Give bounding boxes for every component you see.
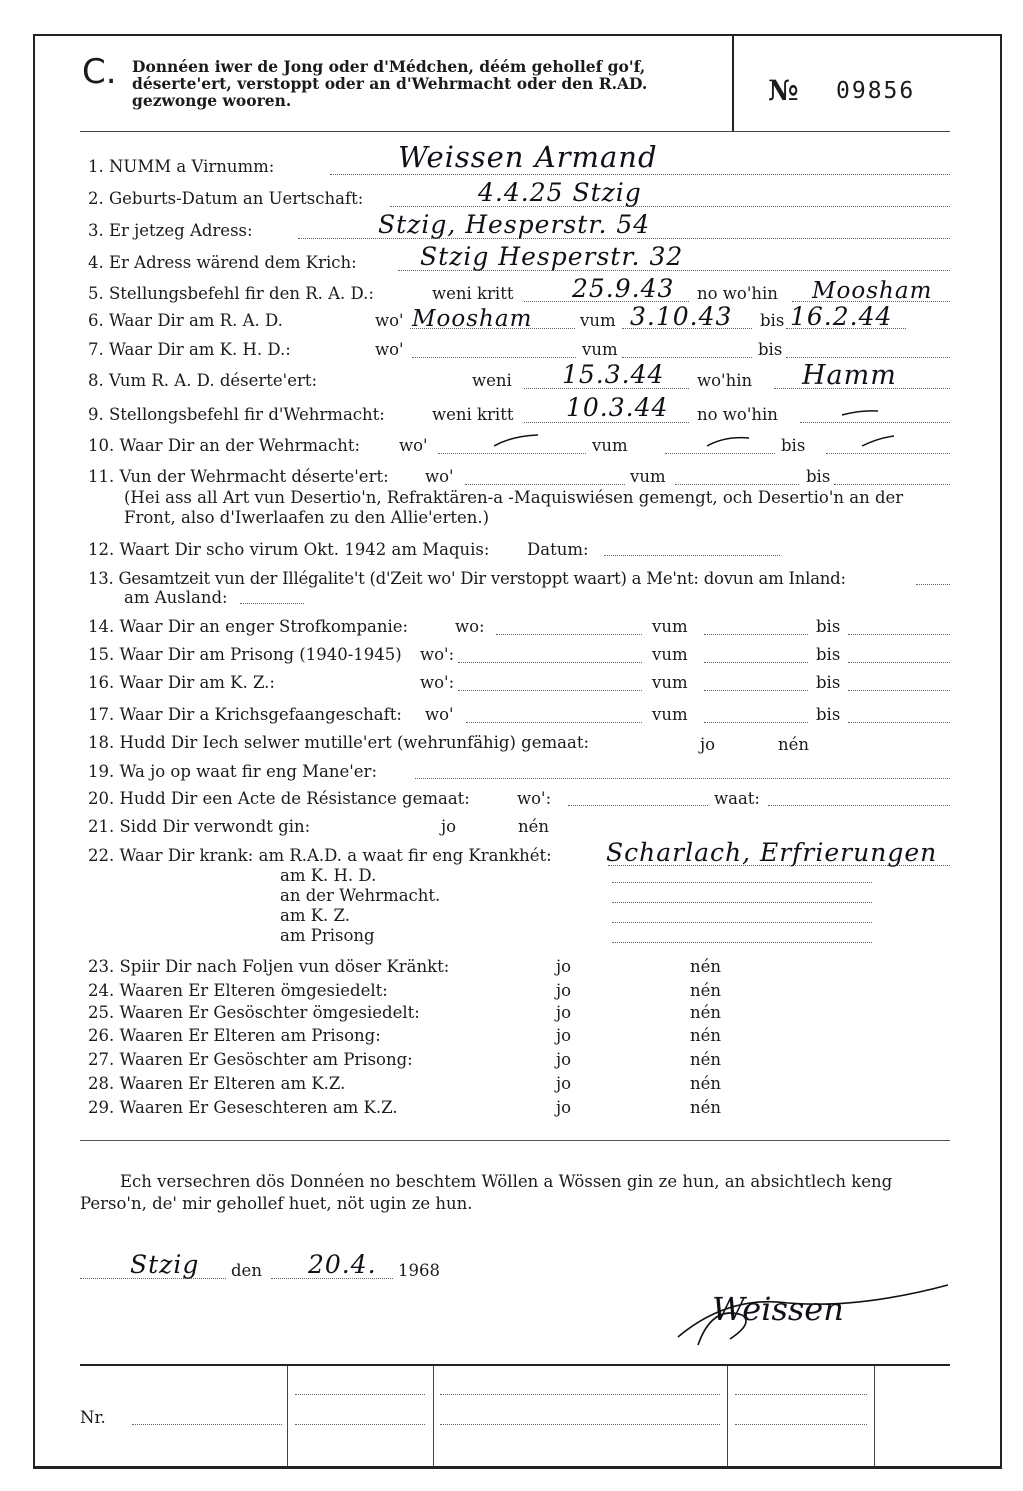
item-22-khd-field[interactable] bbox=[612, 882, 872, 883]
item-2-label: 2. Geburts-Datum an Uertschaft: bbox=[88, 189, 364, 208]
name-handwritten: Weissen Armand bbox=[398, 140, 658, 174]
item-20-what-field[interactable] bbox=[768, 805, 950, 806]
item-17-from-field[interactable] bbox=[704, 722, 808, 723]
item-27-label: 27. Waaren Er Gesöschter am Prisong: bbox=[88, 1050, 413, 1069]
item-10-to-field[interactable] bbox=[826, 453, 950, 454]
item-12-date-field[interactable] bbox=[604, 555, 780, 556]
item-11-vum: vum bbox=[630, 467, 666, 486]
item-14-from-field[interactable] bbox=[704, 634, 808, 635]
frame-bottom bbox=[33, 1466, 1002, 1469]
item-16-place-field[interactable] bbox=[458, 690, 642, 691]
footer-col-2 bbox=[433, 1366, 434, 1466]
item-10-bis: bis bbox=[781, 436, 806, 455]
rad-order-date-handwritten: 25.9.43 bbox=[572, 274, 675, 303]
item-17-place-field[interactable] bbox=[466, 722, 642, 723]
item-15-bis: bis bbox=[816, 645, 841, 664]
item-22-sub-wehrmacht: an der Wehrmacht. bbox=[280, 886, 441, 905]
item-7-bis: bis bbox=[758, 340, 783, 359]
item-22-wehrmacht-field[interactable] bbox=[612, 902, 872, 903]
item-25-jo[interactable]: jo bbox=[556, 1003, 572, 1022]
item-23-nen[interactable]: nén bbox=[690, 957, 722, 976]
item-27-jo[interactable]: jo bbox=[556, 1050, 572, 1069]
form-number: 09856 bbox=[836, 78, 916, 104]
item-7-label: 7. Waar Dir am K. H. D.: bbox=[88, 340, 291, 359]
item-6-label: 6. Waar Dir am R. A. D. bbox=[88, 311, 283, 330]
item-8-weni: weni bbox=[472, 371, 512, 390]
item-10-from-field[interactable] bbox=[665, 453, 775, 454]
item-20-waat: waat: bbox=[714, 789, 760, 808]
item-9-wohin: no wo'hin bbox=[697, 405, 778, 424]
rad-place-handwritten: Moosham bbox=[412, 306, 533, 332]
rad-desert-place-handwritten: Hamm bbox=[802, 360, 897, 391]
rad-from-handwritten: 3.10.43 bbox=[630, 302, 733, 331]
item-17-wo: wo' bbox=[425, 705, 454, 724]
item-27-nen[interactable]: nén bbox=[690, 1050, 722, 1069]
footer-col-1 bbox=[287, 1366, 288, 1466]
item-13-label: 13. Gesamtzeit vun der Illégalite't (d'Zeit wo' Dir verstoppt waart) a Me'nt: dovun am Inland: bbox=[88, 569, 846, 588]
dash-mark-10a bbox=[492, 432, 540, 448]
item-6-wo: wo' bbox=[375, 311, 404, 330]
item-11-from-field[interactable] bbox=[675, 484, 799, 485]
item-29-nen[interactable]: nén bbox=[690, 1098, 722, 1117]
footer-top-rule bbox=[80, 1364, 950, 1366]
war-address-handwritten: Stzig Hesperstr. 32 bbox=[420, 242, 684, 271]
item-17-vum: vum bbox=[652, 705, 688, 724]
item-15-place-field[interactable] bbox=[458, 662, 642, 663]
item-19-label: 19. Wa jo op waat fir eng Mane'er: bbox=[88, 762, 378, 781]
item-8-wohin: wo'hin bbox=[697, 371, 753, 390]
footer-c2-r2[interactable] bbox=[440, 1424, 720, 1425]
item-14-bis: bis bbox=[816, 617, 841, 636]
item-24-nen[interactable]: nén bbox=[690, 981, 722, 1000]
signing-den: den bbox=[231, 1261, 262, 1280]
item-14-to-field[interactable] bbox=[848, 634, 950, 635]
item-10-label: 10. Waar Dir an der Wehrmacht: bbox=[88, 436, 361, 455]
item-15-wo: wo': bbox=[420, 645, 455, 664]
footer-col-3 bbox=[727, 1366, 728, 1466]
footer-c1-r1[interactable] bbox=[295, 1394, 425, 1395]
footer-c3-r2[interactable] bbox=[735, 1424, 867, 1425]
item-20-label: 20. Hudd Dir een Acte de Résistance gemaat: bbox=[88, 789, 470, 808]
item-15-from-field[interactable] bbox=[704, 662, 808, 663]
item-16-wo: wo': bbox=[420, 673, 455, 692]
item-7-from-field[interactable] bbox=[622, 357, 752, 358]
item-6-bis: bis bbox=[760, 311, 785, 330]
birth-handwritten: 4.4.25 Stzig bbox=[478, 178, 642, 207]
dash-mark-9 bbox=[840, 408, 880, 418]
item-21-nen[interactable]: nén bbox=[518, 817, 550, 836]
item-11-note-2: Front, also d'Iwerlaafen zu den Allie'erten.) bbox=[124, 508, 490, 527]
item-26-jo[interactable]: jo bbox=[556, 1026, 572, 1045]
item-16-to-field[interactable] bbox=[848, 690, 950, 691]
item-25-nen[interactable]: nén bbox=[690, 1003, 722, 1022]
item-24-jo[interactable]: jo bbox=[556, 981, 572, 1000]
item-17-to-field[interactable] bbox=[848, 722, 950, 723]
dash-mark-10b bbox=[705, 434, 751, 448]
item-10-place-field[interactable] bbox=[438, 453, 586, 454]
item-18-nen[interactable]: nén bbox=[778, 735, 810, 754]
frame-right bbox=[1000, 34, 1002, 1468]
item-9-weni: weni kritt bbox=[432, 405, 514, 424]
place-handwritten: Stzig bbox=[130, 1250, 200, 1279]
item-11-wo: wo' bbox=[425, 467, 454, 486]
item-3-label: 3. Er jetzeg Adress: bbox=[88, 221, 253, 240]
item-11-to-field[interactable] bbox=[834, 484, 950, 485]
rad-desert-date-handwritten: 15.3.44 bbox=[562, 360, 665, 389]
item-28-jo[interactable]: jo bbox=[556, 1074, 572, 1093]
footer-c3-r1[interactable] bbox=[735, 1394, 867, 1395]
item-18-label: 18. Hudd Dir Iech selwer mutille'ert (wehrunfähig) gemaat: bbox=[88, 733, 590, 752]
item-11-label: 11. Vun der Wehrmacht déserte'ert: bbox=[88, 467, 389, 486]
item-11-note-1: (Hei ass all Art vun Desertio'n, Refraktären-a -Maquiswiésen gemengt, och Desertio'n an der bbox=[124, 488, 904, 507]
footer-nr-field[interactable] bbox=[132, 1424, 282, 1425]
item-25-label: 25. Waaren Er Gesöschter ömgesiedelt: bbox=[88, 1003, 420, 1022]
item-21-label: 21. Sidd Dir verwondt gin: bbox=[88, 817, 311, 836]
item-11-place-field[interactable] bbox=[465, 484, 625, 485]
section-divider bbox=[80, 1140, 950, 1141]
header-divider bbox=[732, 36, 734, 132]
item-10-vum: vum bbox=[592, 436, 628, 455]
footer-col-4 bbox=[874, 1366, 875, 1466]
item-14-label: 14. Waar Dir an enger Strofkompanie: bbox=[88, 617, 409, 636]
item-16-label: 16. Waar Dir am K. Z.: bbox=[88, 673, 275, 692]
item-19-field[interactable] bbox=[415, 778, 950, 779]
signature: Weissen bbox=[712, 1290, 844, 1328]
item-16-vum: vum bbox=[652, 673, 688, 692]
item-22-kz-field[interactable] bbox=[612, 922, 872, 923]
item-5-wohin: no wo'hin bbox=[697, 284, 778, 303]
item-26-label: 26. Waaren Er Elteren am Prisong: bbox=[88, 1026, 381, 1045]
address-handwritten: Stzig, Hesperstr. 54 bbox=[378, 210, 651, 239]
item-24-label: 24. Waaren Er Elteren ömgesiedelt: bbox=[88, 981, 388, 1000]
item-18-jo[interactable]: jo bbox=[700, 735, 716, 754]
item-13-inland-field[interactable] bbox=[916, 584, 950, 585]
item-22-sub-kz: am K. Z. bbox=[280, 906, 350, 925]
item-26-nen[interactable]: nén bbox=[690, 1026, 722, 1045]
signing-year: 1968 bbox=[398, 1261, 440, 1280]
wehr-order-date-handwritten: 10.3.44 bbox=[566, 393, 669, 422]
dash-mark-10c bbox=[860, 434, 896, 448]
header-rule bbox=[80, 131, 950, 132]
item-20-wo: wo': bbox=[517, 789, 552, 808]
item-16-from-field[interactable] bbox=[704, 690, 808, 691]
item-12-datum: Datum: bbox=[527, 540, 589, 559]
item-10-wo: wo' bbox=[399, 436, 428, 455]
item-23-jo[interactable]: jo bbox=[556, 957, 572, 976]
item-15-to-field[interactable] bbox=[848, 662, 950, 663]
item-2-field[interactable] bbox=[390, 206, 950, 207]
item-13-ausland: am Ausland: bbox=[124, 588, 228, 607]
item-15-vum: vum bbox=[652, 645, 688, 664]
item-7-place-field[interactable] bbox=[412, 357, 576, 358]
item-7-to-field[interactable] bbox=[786, 357, 950, 358]
item-16-bis: bis bbox=[816, 673, 841, 692]
item-17-label: 17. Waar Dir a Krichsgefaangeschaft: bbox=[88, 705, 402, 724]
item-28-nen[interactable]: nén bbox=[690, 1074, 722, 1093]
rad-order-place-handwritten: Moosham bbox=[812, 278, 933, 304]
item-5-weni: weni kritt bbox=[432, 284, 514, 303]
item-15-label: 15. Waar Dir am Prisong (1940-1945) bbox=[88, 645, 402, 664]
footer-c2-r1[interactable] bbox=[440, 1394, 720, 1395]
item-29-label: 29. Waaren Er Geseschteren am K.Z. bbox=[88, 1098, 398, 1117]
footer-c1-r2[interactable] bbox=[295, 1424, 425, 1425]
item-22-sub-prisong: am Prisong bbox=[280, 926, 375, 945]
header-text: Donnéen iwer de Jong oder d'Médchen, déém gehollef go'f, déserte'ert, verstoppt oder an d'Wehrmacht oder den R.AD. gezwonge wooren. bbox=[132, 57, 648, 110]
item-22-label: 22. Waar Dir krank: am R.A.D. a waat fir eng Krankhét: bbox=[88, 846, 552, 865]
item-6-vum: vum bbox=[580, 311, 616, 330]
item-22-prisong-field[interactable] bbox=[612, 942, 872, 943]
footer-nr-label: Nr. bbox=[80, 1408, 106, 1427]
item-8-label: 8. Vum R. A. D. déserte'ert: bbox=[88, 371, 318, 390]
item-9-label: 9. Stellongsbefehl fir d'Wehrmacht: bbox=[88, 405, 385, 424]
item-1-field[interactable] bbox=[330, 174, 950, 175]
date-handwritten: 20.4. bbox=[308, 1250, 377, 1279]
frame-top bbox=[33, 34, 1001, 36]
item-23-label: 23. Spiir Dir nach Foljen vun döser Kränkt: bbox=[88, 957, 450, 976]
section-letter: C. bbox=[82, 52, 117, 92]
item-12-label: 12. Waart Dir scho virum Okt. 1942 am Maquis: bbox=[88, 540, 490, 559]
number-sign: № bbox=[768, 74, 799, 107]
item-14-place-field[interactable] bbox=[496, 634, 642, 635]
item-5-label: 5. Stellungsbefehl fir den R. A. D.: bbox=[88, 284, 374, 303]
item-7-vum: vum bbox=[582, 340, 618, 359]
item-29-jo[interactable]: jo bbox=[556, 1098, 572, 1117]
item-7-wo: wo' bbox=[375, 340, 404, 359]
item-4-label: 4. Er Adress wärend dem Krich: bbox=[88, 253, 357, 272]
item-20-place-field[interactable] bbox=[568, 805, 708, 806]
frame-left bbox=[33, 34, 35, 1468]
item-9-date-field[interactable] bbox=[524, 422, 689, 423]
item-11-bis: bis bbox=[806, 467, 831, 486]
item-14-vum: vum bbox=[652, 617, 688, 636]
rad-to-handwritten: 16.2.44 bbox=[790, 302, 893, 331]
item-22-sub-khd: am K. H. D. bbox=[280, 866, 377, 885]
item-13-ausland-field[interactable] bbox=[240, 603, 304, 604]
declaration-text: Ech versechren dös Donnéen no beschtem Wöllen a Wössen gin ze hun, an absichtlech keng Perso'n, de' mir gehollef huet, nöt ugin ze hun. bbox=[80, 1172, 893, 1213]
item-21-jo[interactable]: jo bbox=[441, 817, 457, 836]
signature-flourish bbox=[668, 1275, 958, 1355]
item-17-bis: bis bbox=[816, 705, 841, 724]
illness-handwritten: Scharlach, Erfrierungen bbox=[606, 838, 938, 867]
item-14-wo: wo: bbox=[455, 617, 485, 636]
item-28-label: 28. Waaren Er Elteren am K.Z. bbox=[88, 1074, 346, 1093]
item-1-label: 1. NUMM a Virnumm: bbox=[88, 157, 275, 176]
item-9-place-field[interactable] bbox=[800, 422, 950, 423]
